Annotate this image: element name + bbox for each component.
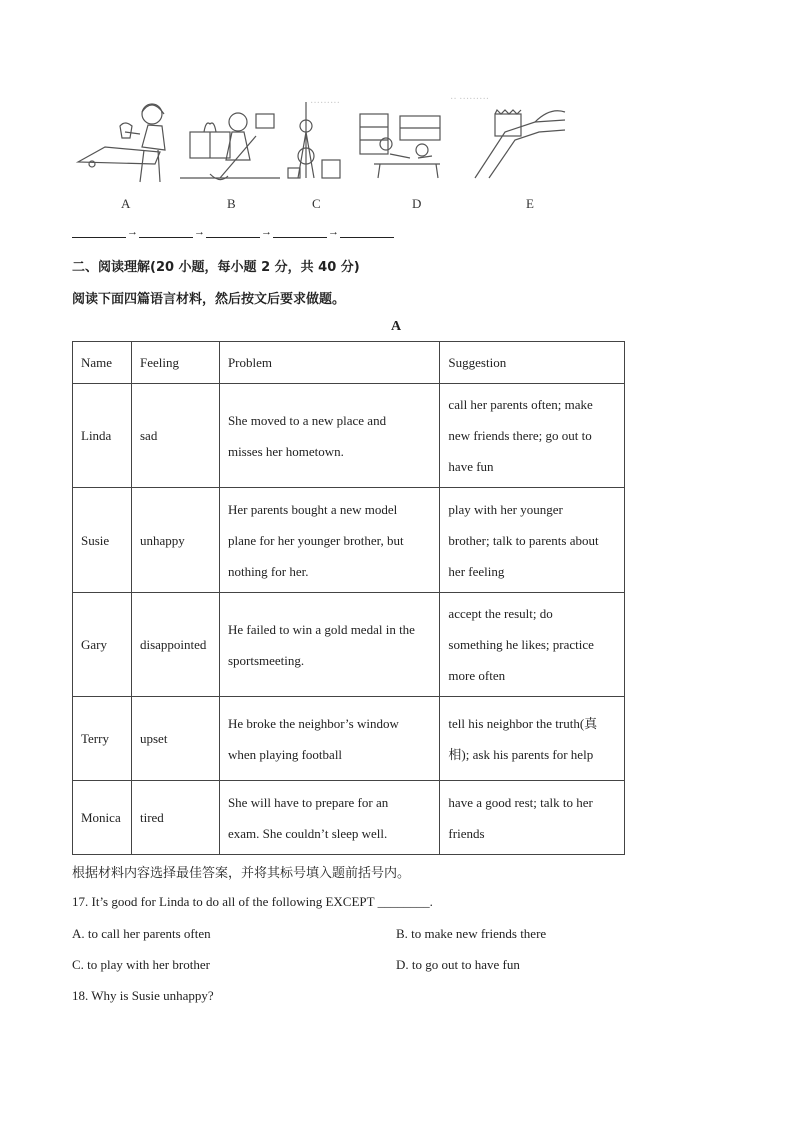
feelings-table bbox=[72, 341, 625, 855]
section-instruction: 阅读下面四篇语言材料，然后按文后要求做题。 bbox=[72, 292, 346, 307]
cell-name: Terry bbox=[73, 697, 132, 781]
picture-d-library-reading bbox=[360, 114, 440, 178]
cell-line: new friends there; go out to bbox=[448, 428, 592, 443]
picture-label-e: E bbox=[526, 196, 534, 211]
cell-line: call her parents often; make bbox=[448, 397, 593, 412]
table-row bbox=[73, 697, 625, 781]
cell-suggestion bbox=[440, 697, 625, 781]
cell-feeling: upset bbox=[131, 697, 219, 781]
header-suggestion: Suggestion bbox=[440, 342, 625, 384]
cell-line: misses her hometown. bbox=[227, 443, 344, 459]
picture-e-great-wall bbox=[475, 110, 565, 178]
cell-line: when playing football bbox=[227, 746, 343, 762]
question-17-option-c[interactable]: C. to play with her brother bbox=[72, 957, 210, 972]
question-18-stem: 18. Why is Susie unhappy? bbox=[72, 988, 214, 1003]
arrow-icon: → bbox=[328, 226, 339, 238]
cell-line: 相); ask his parents for help bbox=[448, 746, 594, 762]
cell-line: her feeling bbox=[448, 563, 505, 579]
cell-feeling: unhappy bbox=[131, 488, 219, 593]
header-name: Name bbox=[73, 342, 132, 384]
cell-line: something he likes; practice bbox=[448, 637, 594, 652]
cell-suggestion bbox=[440, 384, 625, 488]
cell-problem bbox=[219, 384, 439, 488]
cell-line: Her parents bought a new model bbox=[227, 501, 398, 517]
cell-line: He broke the neighbor’s window bbox=[227, 715, 399, 731]
answer-blank[interactable] bbox=[340, 226, 394, 238]
arrow-icon: → bbox=[194, 226, 205, 238]
picture-label-a: A bbox=[121, 196, 131, 211]
cell-problem bbox=[219, 697, 439, 781]
cell-name: Susie bbox=[73, 488, 132, 593]
answer-blank[interactable] bbox=[206, 226, 260, 238]
cell-line: She moved to a new place and bbox=[227, 412, 387, 428]
section-title: 二、阅读理解(20 小题，每小题 2 分，共 40 分) bbox=[72, 260, 360, 275]
cell-line: friends bbox=[448, 825, 485, 841]
cell-problem bbox=[219, 593, 439, 697]
table-row bbox=[73, 781, 625, 855]
ordering-blanks bbox=[72, 226, 394, 238]
svg-text:·· ·········: ·· ········· bbox=[450, 94, 490, 105]
cell-name: Gary bbox=[73, 593, 132, 697]
cell-line: He failed to win a gold medal in the bbox=[227, 621, 415, 637]
cell-suggestion bbox=[440, 593, 625, 697]
cell-line: tell his neighbor the truth(真 bbox=[448, 715, 598, 731]
cell-line: accept the result; do bbox=[448, 606, 553, 621]
header-feeling: Feeling bbox=[131, 342, 219, 384]
passage-label: A bbox=[391, 319, 402, 334]
cell-name: Monica bbox=[73, 781, 132, 855]
picture-label-c: C bbox=[312, 196, 321, 211]
answer-blank[interactable] bbox=[139, 226, 193, 238]
arrow-icon: → bbox=[261, 226, 272, 238]
cell-problem bbox=[219, 488, 439, 593]
questions-instruction: 根据材料内容选择最佳答案，并将其标号填入题前括号内。 bbox=[72, 866, 411, 881]
table-header-row bbox=[73, 342, 625, 384]
cell-line: exam. She couldn’t sleep well. bbox=[227, 825, 388, 841]
table-row bbox=[73, 593, 625, 697]
cell-line: plane for her younger brother, but bbox=[227, 532, 404, 548]
picture-c-tv-tower bbox=[288, 102, 340, 178]
svg-text:·········: ········· bbox=[310, 98, 340, 109]
cell-line: have a good rest; talk to her bbox=[448, 794, 593, 810]
question-17-stem: 17. It’s good for Linda to do all of the following EXCEPT ________. bbox=[72, 894, 433, 909]
picture-a-girl-watering-plant bbox=[78, 104, 165, 182]
cell-line: sportsmeeting. bbox=[227, 652, 305, 668]
picture-b-girl-sweeping bbox=[180, 113, 280, 180]
cell-line: have fun bbox=[448, 459, 494, 474]
cell-feeling: sad bbox=[131, 384, 219, 488]
cell-line: play with her younger bbox=[448, 501, 563, 517]
table-row bbox=[73, 384, 625, 488]
question-17-option-b[interactable]: B. to make new friends there bbox=[396, 926, 547, 941]
question-17-option-a[interactable]: A. to call her parents often bbox=[72, 926, 211, 941]
cell-line: She will have to prepare for an bbox=[227, 794, 389, 810]
cell-line: brother; talk to parents about bbox=[448, 532, 599, 548]
cell-line: more often bbox=[448, 668, 506, 683]
cell-suggestion bbox=[440, 781, 625, 855]
picture-strip bbox=[70, 92, 570, 192]
cell-suggestion bbox=[440, 488, 625, 593]
picture-label-d: D bbox=[412, 196, 422, 211]
cell-line: nothing for her. bbox=[227, 563, 309, 579]
picture-label-b: B bbox=[227, 196, 236, 211]
cell-feeling: tired bbox=[131, 781, 219, 855]
answer-blank[interactable] bbox=[273, 226, 327, 238]
arrow-icon: → bbox=[127, 226, 138, 238]
cell-name: Linda bbox=[73, 384, 132, 488]
question-17-option-d[interactable]: D. to go out to have fun bbox=[396, 957, 520, 972]
header-problem: Problem bbox=[219, 342, 439, 384]
table-row bbox=[73, 488, 625, 593]
answer-blank[interactable] bbox=[72, 226, 126, 238]
cell-problem bbox=[219, 781, 439, 855]
cell-feeling: disappointed bbox=[131, 593, 219, 697]
